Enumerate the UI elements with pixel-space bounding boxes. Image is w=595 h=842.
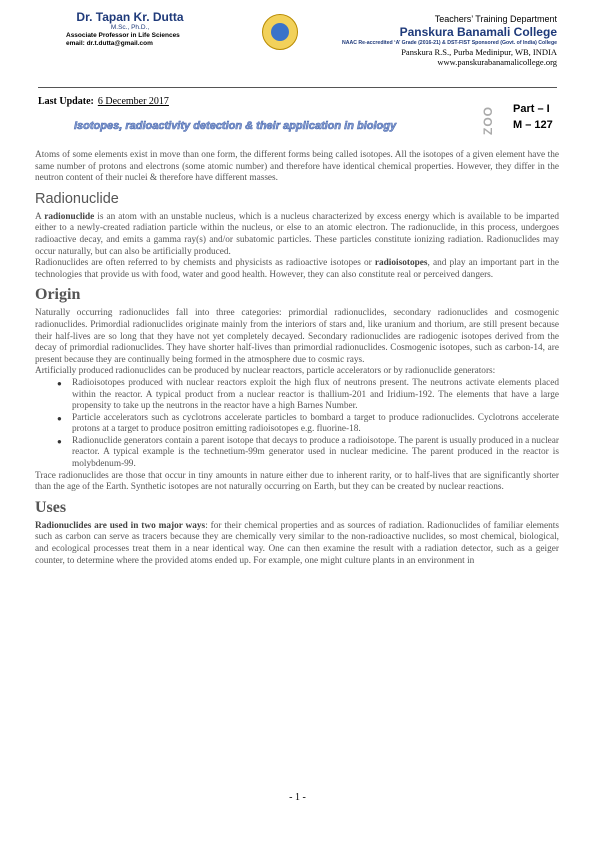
heading-origin: Origin [35, 286, 81, 304]
radionuclide-paragraph-1 [35, 212, 559, 258]
text-run: Radionuclides are often referred to by chemists and physicists as radioactive isotopes or [35, 258, 375, 269]
list-item [57, 435, 559, 471]
author-name: Dr. Tapan Kr. Dutta [76, 10, 184, 24]
origin-paragraph-1: Naturally occurring radionuclides fall into three categories: primordial radionuclides, secondary radionuclides and cosmogenic radionuclides. Primordial radionuclides originate mainly from the interiors of stars and, like uranium and thorium, are still present because their half-lives are so long that they have not yet completely decayed. Secondary radionuclides are radiogenic isotopes derived from the decay of primordial radionuclides. They have shorter half-lives than primordial radionuclides. Cosmogenic isotopes, such as carbon-14, are present because they are continually being formed in the atmosphere due to cosmic rays. [35, 308, 559, 365]
college-address: Panskura R.S., Purba Medinipur, WB, INDIA [401, 47, 557, 57]
accreditation-text: NAAC Re-accredited ‘A’ Grade (2016-21) & DST-FIST Sponsored (Govt. of India) College [341, 40, 557, 46]
department-name: Teachers’ Training Department [434, 14, 557, 24]
author-position: Associate Professor in Life Sciences [66, 32, 180, 39]
college-block [287, 14, 557, 67]
heading-uses: Uses [35, 498, 67, 516]
heading-radionuclide: Radionuclide [35, 190, 119, 207]
origin-paragraph-2: Artificially produced radionuclides can be produced by nuclear reactors, particle accelerators or by radionuclide generators: [35, 366, 496, 377]
bold-term: radionuclide [44, 211, 95, 222]
list-item [57, 377, 559, 413]
bullet-icon: ● [57, 436, 62, 446]
college-website: www.panskurabanamalicollege.org [437, 57, 557, 67]
list-item-text: Radionuclide generators contain a parent isotope that decays to produce a radioisotope. The parent is usually produced in a nuclear reactor. A typical example is the technetium-99m generator used in nuclear medicine. The parent produced in the reactor is molybdenum-99. [72, 435, 559, 470]
page-number: - 1 - [289, 792, 306, 803]
bullet-icon: ● [57, 378, 62, 388]
author-email: email: dr.t.dutta@gmail.com [66, 40, 153, 47]
radionuclide-paragraph-2 [35, 258, 559, 281]
header-divider [38, 87, 557, 88]
production-list [35, 378, 559, 471]
origin-paragraph-3: Trace radionuclides are those that occur in tiny amounts in nature either due to inherent rarity, or to half-lives that are significantly shorter than the age of the Earth. Synthetic isotopes are not naturally occurring on Earth, but they can be created by nuclear reactions. [35, 470, 559, 493]
text-run: , and play an important part in the technologies that provide us with food, water and good health. However, they can also constitute real or perceived dangers. [35, 258, 559, 280]
part-label: Part – I [513, 103, 550, 115]
document-title: Isotopes, radioactivity detection & their application in biology [74, 120, 397, 132]
update-label: Last Update: [38, 96, 94, 107]
list-item [57, 412, 559, 436]
document-body [35, 150, 559, 567]
author-degrees: M.Sc., Ph.D., [110, 24, 150, 31]
list-item-text: Particle accelerators such as cyclotrons accelerate particles to bombard a target to produce radionuclides. Cyclotrons accelerate protons at a target to produce positron emitting radioisotopes e.g. fluorine-18. [72, 412, 559, 435]
text-run: : for their chemical properties and as sources of radiation. Radionuclides of familiar elements such as carbon can serve as tracers because they are chemically very similar to the non-radioactive nuclides, so most chemical, biological, and ecological processes treat them in a near identical way. One can then examine the result with a radiation detector, such as a geiger counter, to determine where the provided atoms ended up. For example, one might culture plants in an environment in [35, 520, 560, 566]
update-date: 6 December 2017 [97, 96, 169, 107]
intro-paragraph: Atoms of some elements exist in move than one form, the different forms being called isotopes. All the isotopes of a given element have the same number of protons and electrons (some atomic number) and therefore have identical chemical properties. However, they differ in the neutron content of their nuclei & therefore have different masses. [35, 150, 559, 184]
module-label: M – 127 [513, 119, 553, 131]
list-item-text: Radioisotopes produced with nuclear reactors exploit the high flux of neutrons present. The neutrons activate elements placed within the reactor. A typical product from a nuclear reactor is thallium-201 and Iridium-192. The elements that have a large propensity to take up the neutrons in the reactor have a high Barnes Number. [72, 377, 559, 412]
college-name: Panskura Banamali College [399, 25, 557, 39]
bullet-icon: ● [57, 413, 62, 423]
uses-paragraph-1 [35, 521, 559, 567]
last-update [38, 96, 169, 107]
bold-term: Radionuclides are used in two major ways [35, 520, 206, 531]
bold-term: radioisotopes [374, 258, 428, 269]
author-block [40, 10, 220, 48]
text-run: is an atom with an unstable nucleus, which is a nucleus characterized by excess energy which is available to be imparted either to a newly-created radiation particle within the nucleus, or else to an atomic electron. The radionuclide, in this process, undergoes radioactive decay, and emits a gamma ray(s) and/or subatomic particles. These particles constitute ionizing radiation. Radionuclides may occur naturally, but can also be artificially produced. [35, 211, 559, 257]
part-module-block [513, 101, 553, 133]
text-run: A [35, 211, 45, 222]
subject-code: ZOO [481, 106, 495, 136]
